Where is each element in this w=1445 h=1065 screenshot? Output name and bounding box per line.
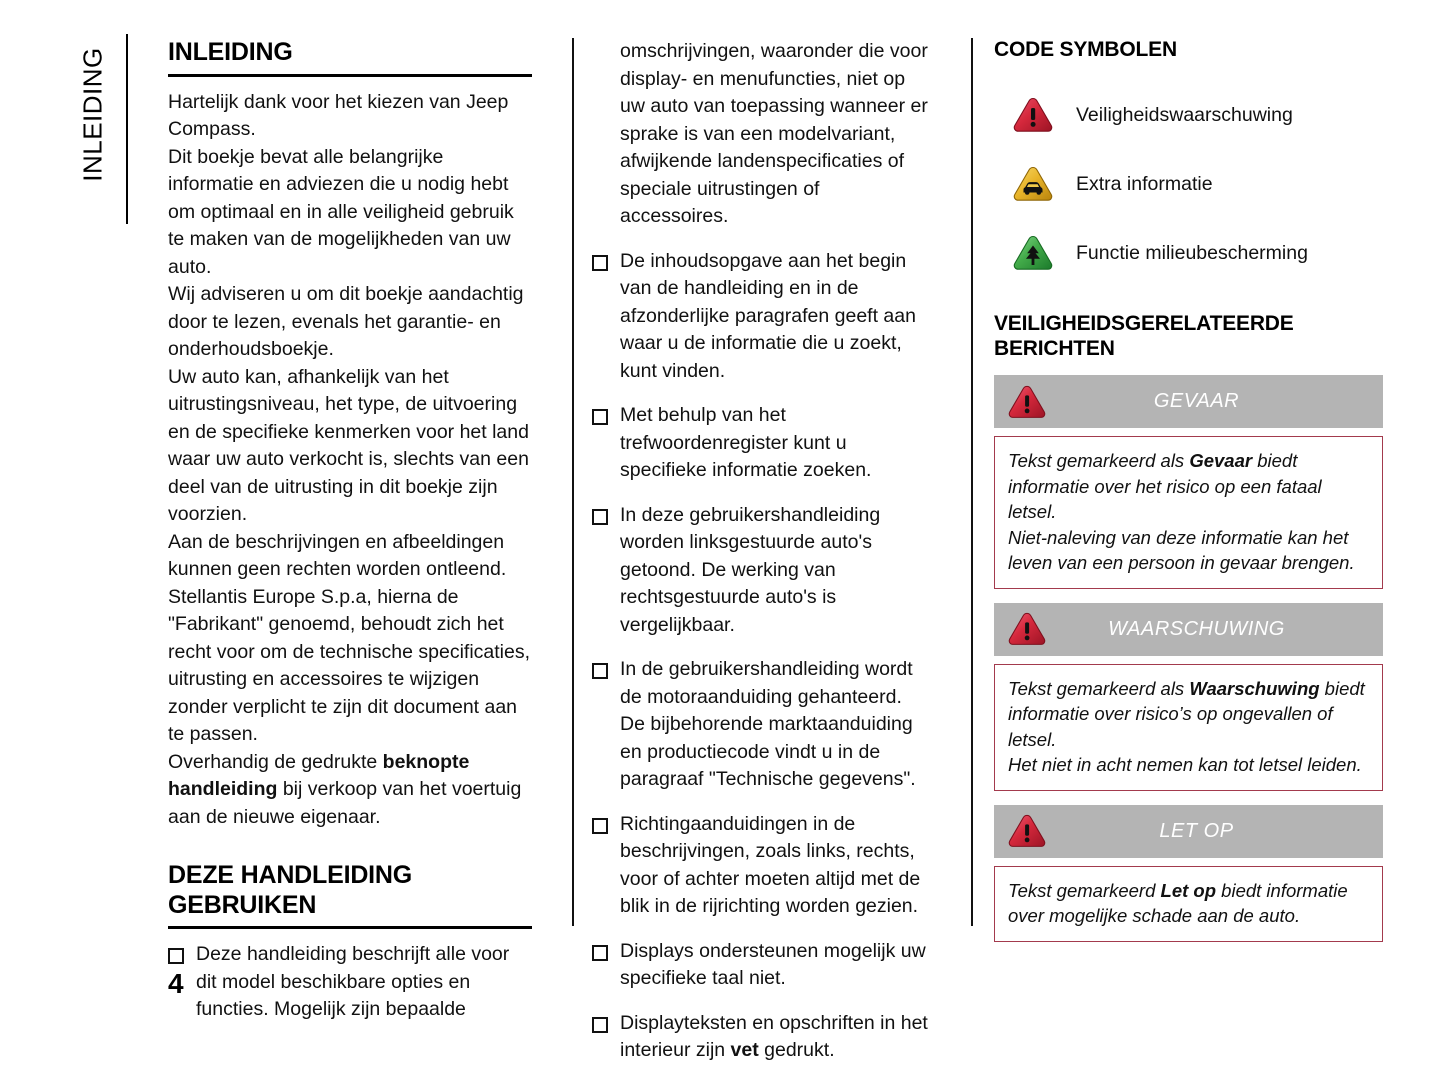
warning-block-body <box>994 664 1383 791</box>
danger-body-after: biedt informatie over het risico op een fataal letsel. <box>1008 450 1322 523</box>
list-item <box>592 656 932 794</box>
danger-block-body <box>994 436 1383 589</box>
caution-block-header <box>994 805 1383 858</box>
intro-paragraph-4: Uw auto kan, afhankelijk van het uitrustingsniveau, het type, de uitvoering en de specifieke kenmerken voor het land waar uw auto verkocht is, slechts van een deel van de uitrusting in dit boekje zijn voorzien. <box>168 365 529 525</box>
intro-paragraph-5: Aan de beschrijvingen en afbeeldingen kunnen geen rechten worden ontleend. Stellantis Europe S.p.a, hierna de "Fabrikant" genoemd, behoudt zich het recht voor om de technische specificaties, uitrusting en accessoires te wijzigen zonder verplicht te zijn dit document aan te passen. <box>168 530 531 745</box>
safety-warning-triangle-icon <box>994 96 1072 134</box>
list-item <box>592 248 932 386</box>
bullet-continuation-text: omschrijvingen, waaronder die voor display- en menufuncties, niet op uw auto van toepassing wanneer er sprake is van een modelvariant, afwijkende landenspecificaties of speciale uitrustingen of accessoires. <box>620 40 928 227</box>
list-item <box>994 219 1383 288</box>
warning-body-line-2: Het niet in acht nemen kan tot letsel leiden. <box>1008 754 1362 776</box>
square-bullet-icon <box>592 1017 606 1031</box>
safety-messages-title-line-2: BERICHTEN <box>994 336 1115 360</box>
code-symbol-label: Functie milieubescherming <box>1076 241 1308 264</box>
list-item <box>592 402 932 485</box>
section-title-line-1: DEZE HANDLEIDING <box>168 861 413 889</box>
square-bullet-icon <box>592 509 606 523</box>
section-title-safety-messages <box>994 312 1383 362</box>
page-title-rule <box>168 74 532 77</box>
page-number: 4 <box>168 968 184 999</box>
square-bullet-icon <box>592 409 606 423</box>
chapter-side-tab-label: INLEIDING <box>77 47 108 182</box>
intro-paragraph-2: Dit boekje bevat alle belangrijke informatie en adviezen die u nodig hebt om optimaal en in alle veiligheid gebruik te maken van de mogelijkheden van uw auto. <box>168 145 514 278</box>
caution-block-body <box>994 866 1383 942</box>
caution-body-bold: Let op <box>1160 879 1217 901</box>
square-bullet-icon <box>168 948 182 962</box>
intro-body <box>168 89 532 832</box>
danger-block-header <box>994 375 1383 428</box>
danger-block-title: GEVAAR <box>1153 390 1240 413</box>
list-item-text: Met behulp van het trefwoordenregister kunt u specifieke informatie zoeken. <box>620 404 872 481</box>
list-item <box>994 81 1383 150</box>
safety-messages-title-line-1: VEILIGHEIDSGERELATEERDE <box>994 311 1294 335</box>
section-title-rule <box>168 926 532 929</box>
warning-block-title: WAARSCHUWING <box>1108 617 1285 640</box>
danger-body-bold: Gevaar <box>1189 450 1253 472</box>
intro-paragraph-6-bold: beknopte handleiding <box>168 750 470 800</box>
list-item <box>168 941 532 1024</box>
list-item-text: Richtingaanduidingen in de beschrijvingen, zoals links, rechts, voor of achter moeten altijd met de blik in de rijrichting worden gezien. <box>620 812 921 917</box>
warning-body-before: Tekst gemarkeerd als <box>1008 677 1190 699</box>
list-item-text <box>620 1012 928 1062</box>
page-content <box>168 38 1383 1061</box>
section-title-line-2: GEBRUIKEN <box>168 890 317 919</box>
chapter-side-tab-rule <box>126 34 128 224</box>
list-item <box>592 811 932 921</box>
warning-body-after: biedt informatie over risico’s op ongevallen of letsel. <box>1008 677 1365 750</box>
section-title-using-manual <box>168 861 532 920</box>
danger-body-before: Tekst gemarkeerd als <box>1008 450 1190 472</box>
intro-paragraph-1: Hartelijk dank voor het kiezen van Jeep Compass. <box>168 90 509 140</box>
column-two <box>550 38 950 1061</box>
manual-notes-bullet-list <box>592 248 932 1065</box>
extra-information-car-triangle-icon <box>994 165 1072 203</box>
danger-body-line-2: Niet-naleving van deze informatie kan het leven van een persoon in gevaar brengen. <box>1008 526 1355 574</box>
intro-paragraph-6 <box>168 749 532 832</box>
square-bullet-icon <box>592 663 606 677</box>
section-title-code-symbols: CODE SYMBOLEN <box>994 38 1177 61</box>
code-symbols-list <box>994 81 1383 288</box>
list-item-text: In de gebruikershandleiding wordt de motoraanduiding gehanteerd. De bijbehorende marktaanduiding en productiecode vindt u in de paragraaf "Technische gegevens". <box>620 658 916 790</box>
caution-body-before: Tekst gemarkeerd <box>1008 879 1161 901</box>
code-symbol-label: Extra informatie <box>1076 172 1213 195</box>
column-three <box>950 38 1383 928</box>
warning-body-bold: Waarschuwing <box>1189 677 1320 699</box>
warning-triangle-icon <box>994 813 1056 849</box>
warning-triangle-icon <box>994 384 1056 420</box>
caution-body-after: biedt informatie over mogelijke schade aan de auto. <box>1008 879 1348 927</box>
warning-block-header <box>994 603 1383 656</box>
intro-paragraph-6-before: Overhandig de gedrukte <box>168 750 383 773</box>
square-bullet-icon <box>592 945 606 959</box>
code-symbol-label: Veiligheidswaarschuwing <box>1076 103 1293 126</box>
list-item-text: De inhoudsopgave aan het begin van de handleiding en in de afzonderlijke paragrafen geeft aan waar u de informatie die u zoekt, kunt vinden. <box>620 249 916 382</box>
list-item <box>994 150 1383 219</box>
list-item <box>592 938 932 993</box>
list-item-text: Displays ondersteunen mogelijk uw specifieke taal niet. <box>620 939 926 989</box>
list-item-text-after: gedrukt. <box>758 1039 835 1061</box>
square-bullet-icon <box>592 255 606 269</box>
page-title: INLEIDING <box>168 38 293 66</box>
environment-protection-tree-triangle-icon <box>994 234 1072 272</box>
list-item-text: Deze handleiding beschrijft alle voor dit model beschikbare opties en functies. Mogelijk zijn bepaalde <box>196 943 510 1020</box>
using-manual-bullet-list <box>168 941 532 1024</box>
list-item <box>592 502 932 640</box>
chapter-side-tab <box>58 34 128 224</box>
list-item-text-before: Displayteksten en opschriften in het interieur zijn <box>620 1011 928 1061</box>
square-bullet-icon <box>592 818 606 832</box>
intro-paragraph-3: Wij adviseren u om dit boekje aandachtig door te lezen, evenals het garantie- en onderhoudsboekje. <box>168 283 524 360</box>
intro-paragraph-6-after: bij verkoop van het voertuig aan de nieuwe eigenaar. <box>168 778 522 828</box>
list-item-text-bold: vet <box>730 1039 759 1061</box>
caution-block-title: LET OP <box>1159 819 1234 842</box>
list-item-text: In deze gebruikershandleiding worden linksgestuurde auto's getoond. De werking van rechtsgestuurde auto's is vergelijkbaar. <box>620 503 881 636</box>
column-one <box>168 38 550 1020</box>
warning-triangle-icon <box>994 611 1056 647</box>
